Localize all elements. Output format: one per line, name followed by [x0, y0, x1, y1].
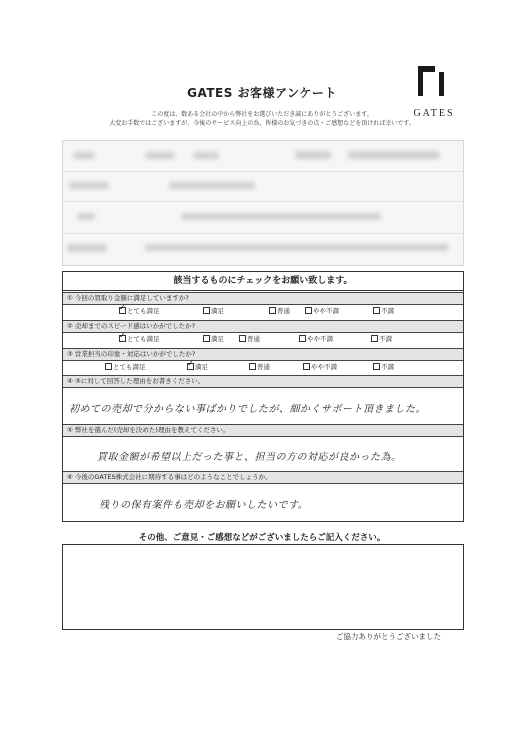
q6-handwritten-answer: 残りの保有案件も売却をお願いしたいです。 [99, 500, 309, 511]
q1-option-satisfied[interactable]: 満足 [203, 306, 224, 316]
q1-option-very-satisfied[interactable]: ✓とても満足 [119, 306, 160, 316]
gates-logo-mark-icon [418, 66, 444, 96]
q4-handwritten-answer: 初めての売却で分からない事ばかりでしたが、細かくサポート頂きました。 [69, 404, 426, 415]
survey-title: GATES お客様アンケート [187, 86, 337, 100]
redacted-customer-info [62, 140, 464, 266]
gates-logo [404, 66, 464, 124]
q1-option-unsatisfied[interactable]: 不満 [373, 306, 394, 316]
q3-option-very-satisfied[interactable]: とても満足 [105, 362, 146, 372]
comments-title: その他、ご意見・ご感想などがございましたらご記入ください。 [138, 533, 386, 543]
question-4-label: ④ ③に対して回答した理由をお書きください。 [63, 375, 463, 388]
question-5-label: ⑤ 弊社を選んだ(売却を決めた)理由を教えてください。 [63, 424, 463, 437]
checkbox-icon [239, 335, 246, 342]
question-2-label: ② 売却までのスピード感はいかがでしたか? [63, 320, 463, 333]
q3-option-satisfied[interactable]: ✓ 満足 [187, 362, 208, 372]
checkbox-icon [373, 363, 380, 370]
q5-handwritten-answer: 買取金額が希望以上だった事と、担当の方の対応が良かった為。 [97, 452, 402, 463]
checkbox-icon [249, 363, 256, 370]
intro-line-1: この度は、数ある会社の中から弊社をお選びいただき誠にありがとうございます。 [151, 111, 373, 118]
redacted-row [63, 233, 463, 264]
q2-option-unsatisfied[interactable]: 不満 [371, 334, 392, 344]
question-6-label: ⑥ 今後のGATES株式会社に期待する事はどのようなことでしょうか。 [63, 471, 463, 484]
question-1-label: ① 今回の買取り金額に満足していますか? [63, 292, 463, 305]
thanks-text: ご協力ありがとうございました [336, 632, 441, 641]
checkbox-checked-icon [119, 335, 126, 342]
checkbox-icon [373, 307, 380, 314]
checkbox-icon [371, 335, 378, 342]
intro-line-2: 大変お手数ではございますが、今後のサービス向上の為、皆様のお気づきの点・ご感想などを頂ければ幸いです。 [109, 120, 415, 127]
q3-option-somewhat-unsatisfied[interactable]: やや不満 [303, 362, 337, 372]
checkbox-icon [269, 307, 276, 314]
checkbox-icon [105, 363, 112, 370]
survey-heading: 該当するものにチェックをお願い致します。 [63, 272, 463, 291]
checkbox-icon [203, 307, 210, 314]
gates-logo-text: GATES [413, 108, 455, 119]
q2-option-satisfied[interactable]: 満足 [203, 334, 224, 344]
q3-option-unsatisfied[interactable]: 不満 [373, 362, 394, 372]
q1-option-somewhat-unsatisfied[interactable]: やや不満 [305, 306, 339, 316]
checkbox-icon [203, 335, 210, 342]
q2-option-very-satisfied[interactable]: ✓とても満足 [119, 334, 160, 344]
q2-option-somewhat-unsatisfied[interactable]: やや不満 [299, 334, 333, 344]
survey-checklist [62, 271, 464, 522]
checkbox-checked-icon [119, 307, 126, 314]
redacted-row [63, 201, 463, 234]
comments-box[interactable] [62, 544, 464, 630]
q2-option-average[interactable]: 普通 [239, 334, 260, 344]
q1-option-average[interactable]: 普通 [269, 306, 290, 316]
checkbox-icon [305, 307, 312, 314]
redacted-row [63, 171, 463, 202]
checkbox-icon [299, 335, 306, 342]
checkbox-checked-icon [187, 363, 194, 370]
redacted-row [63, 141, 463, 172]
checkbox-icon [303, 363, 310, 370]
q3-option-average[interactable]: 普通 [249, 362, 270, 372]
question-3-label: ③ 営業担当の印象・対応はいかがでしたか? [63, 348, 463, 361]
